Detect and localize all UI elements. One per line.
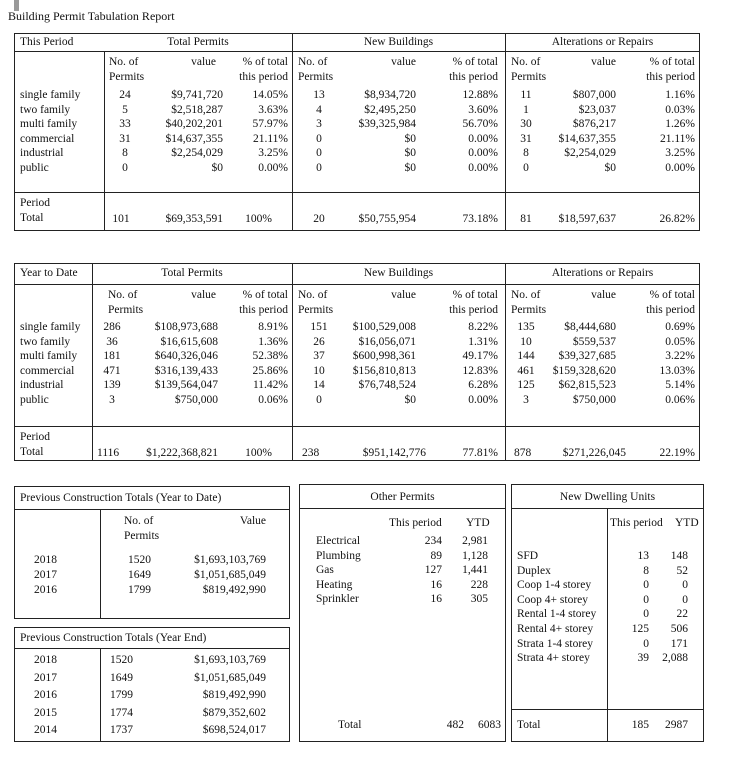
dwelling-this-period: 39 bbox=[637, 652, 649, 665]
group-header-new: New Buildings bbox=[363, 36, 434, 48]
total-pct: 1.36% bbox=[258, 335, 288, 348]
dwelling-type: SFD bbox=[517, 550, 539, 562]
col-header: Permits bbox=[109, 70, 145, 83]
category-label: industrial bbox=[20, 147, 64, 160]
group-header-new: New Buildings bbox=[363, 267, 434, 279]
group-header-total: Total Permits bbox=[167, 36, 229, 48]
alt-sum-value: $18,597,637 bbox=[558, 213, 616, 225]
new-pct: 0.00% bbox=[468, 132, 498, 145]
ytd-title: Year to Date bbox=[20, 267, 78, 279]
dwelling-this-period: 0 bbox=[643, 637, 649, 650]
alt-pct: 5.14% bbox=[665, 379, 695, 392]
new-permits: 37 bbox=[313, 350, 325, 363]
total-value: $16,615,608 bbox=[160, 335, 218, 348]
total-value: $40,202,201 bbox=[165, 118, 223, 131]
other-this-period: 16 bbox=[430, 578, 442, 591]
value: $1,051,685,049 bbox=[194, 671, 266, 684]
total-permits: 24 bbox=[119, 89, 131, 101]
total-permits: 286 bbox=[103, 321, 121, 333]
dwelling-total-label: Total bbox=[517, 719, 541, 731]
col-header: YTD bbox=[466, 517, 490, 529]
col-header: % of total bbox=[452, 56, 498, 68]
total-sum-permits: 1116 bbox=[97, 447, 120, 459]
total-permits: 33 bbox=[119, 118, 131, 131]
col-header: Permits bbox=[298, 70, 334, 83]
new-value: $100,529,008 bbox=[352, 321, 416, 333]
category-label: commercial bbox=[20, 132, 75, 145]
new-permits: 26 bbox=[313, 335, 325, 348]
alt-pct: 3.22% bbox=[665, 350, 695, 363]
year: 2015 bbox=[34, 706, 57, 719]
new-permits: 0 bbox=[316, 147, 322, 160]
new-pct: 12.88% bbox=[462, 89, 498, 101]
total-pct: 14.05% bbox=[252, 89, 288, 101]
dwelling-ytd: 52 bbox=[676, 564, 688, 577]
col-header: % of total bbox=[242, 289, 288, 301]
total-sum-value: $69,353,591 bbox=[165, 213, 223, 225]
dwelling-type: Duplex bbox=[517, 564, 551, 577]
col-header: this period bbox=[239, 70, 288, 83]
total-sum-value: $1,222,368,821 bbox=[146, 447, 218, 459]
other-total-this-period: 482 bbox=[446, 719, 464, 731]
dwelling-type: Rental 4+ storey bbox=[517, 623, 594, 635]
alt-value: $559,537 bbox=[572, 335, 616, 348]
dwelling-this-period: 125 bbox=[631, 623, 649, 635]
permits: 1737 bbox=[110, 724, 133, 737]
new-value: $0 bbox=[404, 132, 416, 145]
alt-pct: 13.03% bbox=[659, 364, 695, 377]
value: $1,693,103,769 bbox=[194, 654, 266, 666]
total-pct: 3.25% bbox=[258, 147, 288, 160]
dwelling-this-period: 8 bbox=[643, 564, 649, 577]
dwelling-type: Coop 4+ storey bbox=[517, 593, 589, 606]
new-value: $0 bbox=[404, 147, 416, 160]
alt-pct: 0.05% bbox=[665, 335, 695, 348]
total-pct: 11.42% bbox=[252, 379, 288, 392]
dwelling-title: New Dwelling Units bbox=[559, 491, 656, 503]
new-pct: 49.17% bbox=[462, 350, 498, 363]
total-value: $316,139,433 bbox=[154, 364, 218, 377]
year: 2016 bbox=[34, 689, 57, 702]
alt-permits: 3 bbox=[523, 394, 529, 406]
col-header: value bbox=[391, 289, 416, 301]
other-total-label: Total bbox=[338, 719, 362, 731]
total-value: $9,741,720 bbox=[171, 89, 223, 101]
col-header: value bbox=[191, 56, 216, 68]
new-value: $0 bbox=[404, 394, 416, 406]
dwelling-this-period: 13 bbox=[637, 550, 649, 562]
dwelling-total-ytd: 2987 bbox=[665, 719, 688, 731]
this-period-title: This Period bbox=[20, 36, 74, 48]
alt-pct: 21.11% bbox=[659, 132, 695, 145]
total-value: $2,254,029 bbox=[171, 147, 223, 160]
total-sum-permits: 101 bbox=[112, 213, 130, 225]
col-header: No. of bbox=[298, 289, 328, 301]
category-label: industrial bbox=[20, 379, 64, 392]
new-permits: 0 bbox=[316, 394, 322, 406]
alt-value: $14,637,355 bbox=[558, 132, 616, 145]
alt-pct: 1.26% bbox=[665, 118, 695, 131]
new-pct: 0.00% bbox=[468, 394, 498, 406]
value: $1,051,685,049 bbox=[194, 568, 266, 581]
new-sum-pct: 77.81% bbox=[462, 447, 498, 459]
other-this-period: 16 bbox=[430, 593, 442, 606]
col-header: % of total bbox=[242, 56, 288, 68]
col-header: this period bbox=[239, 303, 288, 316]
new-value: $600,998,361 bbox=[352, 350, 416, 363]
total-permits: 31 bbox=[119, 132, 131, 145]
col-header: Permits bbox=[108, 303, 144, 316]
alt-permits: 8 bbox=[523, 147, 529, 160]
col-header: No. of bbox=[511, 289, 541, 301]
col-header: No. of bbox=[511, 56, 541, 68]
dwelling-this-period: 0 bbox=[643, 579, 649, 592]
period-label: Period bbox=[20, 197, 51, 209]
category-label: single family bbox=[20, 321, 81, 333]
other-permits-title: Other Permits bbox=[370, 491, 435, 503]
alt-permits: 125 bbox=[517, 379, 535, 392]
col-header: No. of bbox=[108, 289, 138, 301]
total-label: Total bbox=[20, 212, 44, 224]
col-header: value bbox=[591, 289, 616, 301]
total-pct: 57.97% bbox=[252, 118, 288, 131]
alt-value: $39,327,685 bbox=[558, 350, 616, 363]
col-header: % of total bbox=[649, 56, 695, 68]
other-ytd: 2,981 bbox=[462, 535, 488, 547]
total-pct: 0.06% bbox=[258, 394, 288, 406]
dwelling-type: Coop 1-4 storey bbox=[517, 579, 592, 592]
alt-permits: 135 bbox=[517, 321, 535, 333]
permits: 1799 bbox=[128, 583, 151, 596]
col-header: Permits bbox=[511, 70, 547, 83]
new-pct: 0.00% bbox=[468, 147, 498, 160]
new-permits: 151 bbox=[310, 321, 328, 333]
col-header: value bbox=[591, 56, 616, 68]
total-pct: 52.38% bbox=[252, 350, 288, 363]
new-permits: 3 bbox=[316, 118, 322, 131]
total-permits: 471 bbox=[103, 364, 121, 377]
new-pct: 1.31% bbox=[468, 335, 498, 348]
total-value: $0 bbox=[211, 162, 223, 174]
new-value: $76,748,524 bbox=[358, 379, 416, 392]
alt-sum-permits: 878 bbox=[514, 447, 532, 459]
dwelling-ytd: 0 bbox=[682, 579, 688, 592]
total-permits: 139 bbox=[103, 379, 121, 392]
alt-permits: 461 bbox=[517, 364, 535, 377]
alt-value: $750,000 bbox=[572, 394, 616, 406]
col-header: this period bbox=[449, 303, 498, 316]
year: 2016 bbox=[34, 583, 57, 596]
total-value: $640,326,046 bbox=[154, 350, 218, 363]
permits: 1649 bbox=[128, 568, 151, 581]
other-permit-type: Gas bbox=[316, 564, 334, 577]
dwelling-ytd: 2,088 bbox=[662, 652, 688, 665]
category-label: multi family bbox=[20, 350, 78, 363]
col-header: this period bbox=[449, 70, 498, 83]
col-header: value bbox=[391, 56, 416, 68]
new-pct: 12.83% bbox=[462, 364, 498, 377]
new-permits: 0 bbox=[316, 162, 322, 174]
alt-permits: 10 bbox=[520, 335, 532, 348]
alt-permits: 31 bbox=[520, 132, 532, 145]
alt-pct: 3.25% bbox=[665, 147, 695, 160]
year: 2014 bbox=[34, 724, 57, 737]
dwelling-ytd: 171 bbox=[670, 637, 688, 650]
new-permits: 14 bbox=[313, 379, 325, 392]
alt-permits: 11 bbox=[520, 89, 532, 101]
alt-permits: 144 bbox=[517, 350, 535, 363]
total-sum-pct: 100% bbox=[245, 213, 272, 225]
alt-permits: 0 bbox=[523, 162, 529, 174]
permits: 1774 bbox=[110, 706, 133, 719]
alt-pct: 0.00% bbox=[665, 162, 695, 174]
total-value: $139,564,047 bbox=[154, 379, 218, 392]
dwelling-this-period: 0 bbox=[643, 608, 649, 621]
dwelling-ytd: 148 bbox=[670, 550, 688, 562]
category-label: two family bbox=[20, 335, 71, 348]
total-permits: 0 bbox=[122, 162, 128, 174]
category-label: commercial bbox=[20, 364, 75, 377]
new-pct: 0.00% bbox=[468, 162, 498, 174]
other-ytd: 1,128 bbox=[462, 549, 488, 562]
total-pct: 25.86% bbox=[252, 364, 288, 377]
group-header-total: Total Permits bbox=[161, 267, 223, 279]
alt-sum-pct: 26.82% bbox=[659, 213, 695, 225]
new-sum-value: $951,142,776 bbox=[362, 447, 426, 459]
alt-sum-permits: 81 bbox=[520, 213, 532, 225]
col-header: % of total bbox=[452, 289, 498, 301]
col-header: value bbox=[191, 289, 216, 301]
col-header: Permits bbox=[298, 303, 334, 316]
category-label: single family bbox=[20, 89, 81, 101]
category-label: multi family bbox=[20, 118, 78, 131]
permits: 1799 bbox=[110, 689, 133, 702]
new-value: $16,056,071 bbox=[358, 335, 416, 348]
alt-value: $159,328,620 bbox=[552, 364, 616, 377]
dwelling-ytd: 506 bbox=[670, 623, 688, 635]
alt-value: $876,217 bbox=[572, 118, 616, 131]
alt-pct: 0.03% bbox=[665, 103, 695, 116]
total-permits: 181 bbox=[103, 350, 121, 363]
new-value: $2,495,250 bbox=[364, 103, 416, 116]
col-header: this period bbox=[646, 303, 695, 316]
total-pct: 3.63% bbox=[258, 103, 288, 116]
col-header: This period bbox=[610, 517, 663, 529]
total-label: Total bbox=[20, 446, 44, 458]
new-pct: 8.22% bbox=[468, 321, 498, 333]
alt-value: $807,000 bbox=[572, 89, 616, 101]
total-pct: 0.00% bbox=[258, 162, 288, 174]
dwelling-ytd: 22 bbox=[676, 608, 688, 621]
total-pct: 21.11% bbox=[252, 132, 288, 145]
value: $879,352,602 bbox=[202, 706, 266, 719]
col-header: % of total bbox=[649, 289, 695, 301]
period-label: Period bbox=[20, 431, 51, 443]
new-permits: 10 bbox=[313, 364, 325, 377]
new-permits: 0 bbox=[316, 132, 322, 145]
other-this-period: 234 bbox=[424, 535, 442, 547]
year: 2018 bbox=[34, 654, 57, 666]
col-header: This period bbox=[389, 517, 442, 529]
category-label: two family bbox=[20, 103, 71, 116]
dwelling-this-period: 0 bbox=[643, 593, 649, 606]
dwelling-ytd: 0 bbox=[682, 593, 688, 606]
dwelling-type: Strata 4+ storey bbox=[517, 652, 590, 665]
new-permits: 4 bbox=[316, 103, 322, 116]
new-value: $0 bbox=[404, 162, 416, 174]
prev-ye-title: Previous Construction Totals (Year End) bbox=[20, 632, 207, 644]
other-ytd: 305 bbox=[470, 593, 488, 606]
alt-value: $2,254,029 bbox=[564, 147, 616, 160]
col-header: No. of bbox=[109, 56, 139, 68]
year: 2017 bbox=[34, 568, 57, 581]
year: 2018 bbox=[34, 554, 57, 566]
alt-pct: 0.06% bbox=[665, 394, 695, 406]
col-header: this period bbox=[646, 70, 695, 83]
new-sum-permits: 238 bbox=[302, 447, 320, 459]
dwelling-total-this-period: 185 bbox=[631, 719, 649, 731]
total-pct: 8.91% bbox=[258, 321, 288, 333]
alt-value: $0 bbox=[604, 162, 616, 174]
alt-sum-value: $271,226,045 bbox=[562, 447, 626, 459]
group-header-alt: Alterations or Repairs bbox=[551, 267, 654, 279]
value: $819,492,990 bbox=[202, 583, 266, 596]
other-permit-type: Sprinkler bbox=[316, 593, 359, 606]
category-label: public bbox=[20, 162, 49, 174]
other-total-ytd: 6083 bbox=[478, 719, 501, 731]
other-permit-type: Electrical bbox=[316, 535, 361, 547]
year: 2017 bbox=[34, 671, 57, 684]
total-permits: 8 bbox=[122, 147, 128, 160]
alt-value: $62,815,523 bbox=[558, 379, 616, 392]
permits: 1649 bbox=[110, 671, 133, 684]
new-sum-pct: 73.18% bbox=[462, 213, 498, 225]
col-header: No. of bbox=[124, 515, 154, 527]
col-header: Value bbox=[239, 515, 266, 527]
total-permits: 5 bbox=[122, 103, 128, 116]
other-permit-type: Heating bbox=[316, 578, 353, 591]
category-label: public bbox=[20, 394, 49, 406]
permits: 1520 bbox=[110, 654, 133, 666]
other-ytd: 228 bbox=[470, 578, 488, 591]
new-value: $39,325,984 bbox=[358, 118, 416, 131]
permits: 1520 bbox=[128, 554, 151, 566]
alt-pct: 1.16% bbox=[665, 89, 695, 101]
col-header: No. of bbox=[298, 56, 328, 68]
alt-permits: 30 bbox=[520, 118, 532, 131]
new-pct: 3.60% bbox=[468, 103, 498, 116]
prev-ytd-title: Previous Construction Totals (Year to Date) bbox=[20, 492, 222, 504]
col-header: Permits bbox=[124, 529, 160, 542]
other-ytd: 1,441 bbox=[462, 564, 488, 577]
total-value: $14,637,355 bbox=[165, 132, 223, 145]
other-this-period: 89 bbox=[430, 549, 442, 562]
alt-permits: 1 bbox=[523, 103, 529, 116]
total-permits: 3 bbox=[109, 394, 115, 406]
report-title: Building Permit Tabulation Report bbox=[8, 9, 175, 23]
col-header: Permits bbox=[511, 303, 547, 316]
col-header: YTD bbox=[675, 517, 699, 529]
new-sum-permits: 20 bbox=[313, 213, 325, 225]
other-permit-type: Plumbing bbox=[316, 549, 361, 562]
alt-value: $23,037 bbox=[578, 103, 616, 116]
dwelling-type: Strata 1-4 storey bbox=[517, 637, 594, 650]
total-sum-pct: 100% bbox=[245, 447, 272, 459]
other-this-period: 127 bbox=[424, 564, 442, 577]
value: $819,492,990 bbox=[202, 689, 266, 702]
dwelling-type: Rental 1-4 storey bbox=[517, 608, 597, 621]
alt-sum-pct: 22.19% bbox=[659, 447, 695, 459]
value: $1,693,103,769 bbox=[194, 554, 266, 566]
group-header-alt: Alterations or Repairs bbox=[551, 36, 654, 48]
new-pct: 56.70% bbox=[462, 118, 498, 131]
value: $698,524,017 bbox=[202, 724, 266, 737]
new-value: $156,810,813 bbox=[352, 364, 416, 377]
alt-value: $8,444,680 bbox=[564, 321, 616, 333]
total-value: $750,000 bbox=[174, 394, 218, 406]
new-sum-value: $50,755,954 bbox=[358, 213, 416, 225]
new-value: $8,934,720 bbox=[364, 89, 416, 101]
total-value: $2,518,287 bbox=[171, 103, 223, 116]
total-permits: 36 bbox=[106, 335, 118, 348]
alt-pct: 0.69% bbox=[665, 321, 695, 333]
new-permits: 13 bbox=[313, 89, 325, 101]
total-value: $108,973,688 bbox=[154, 321, 218, 333]
new-pct: 6.28% bbox=[468, 379, 498, 392]
